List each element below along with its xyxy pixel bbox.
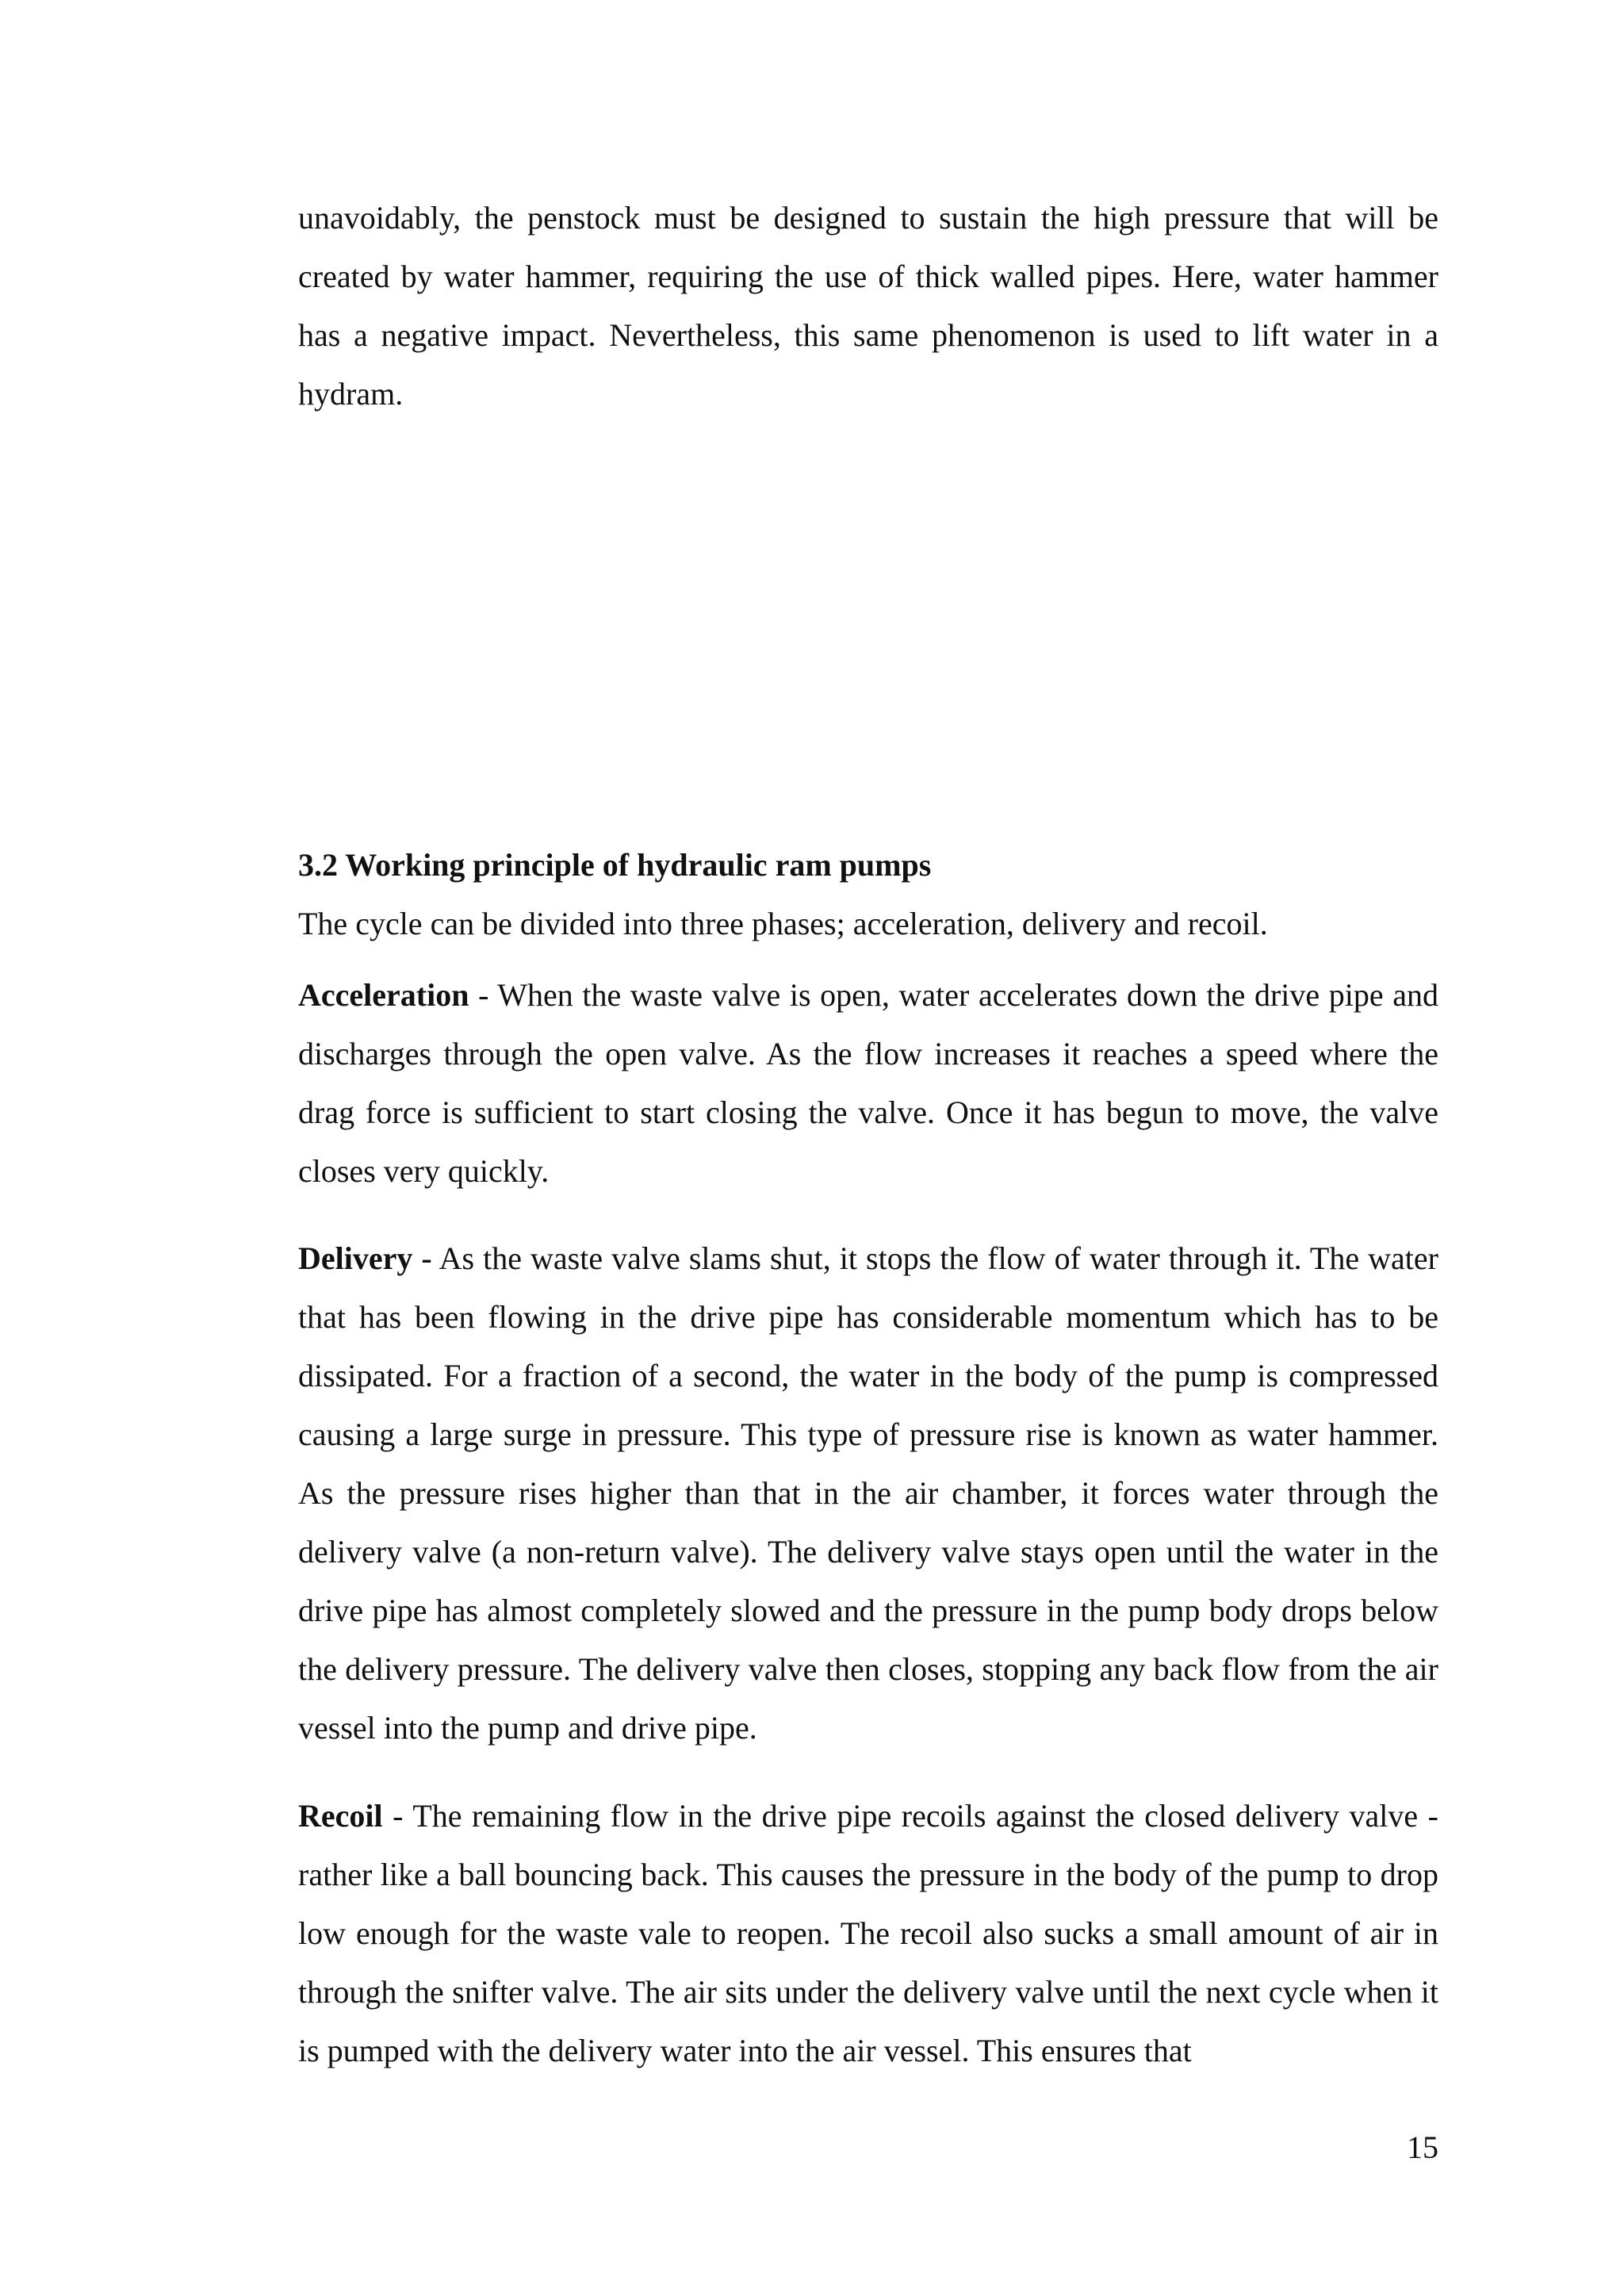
- recoil-term: Recoil: [298, 1798, 383, 1834]
- intro-paragraph: unavoidably, the penstock must be designed to sustain the high pressure that will be created by water hammer, requiring the use of thick walled pipes. Here, water hammer has a negative impact. Nevertheless, this same phenomenon is used to lift water in a hydram.: [298, 200, 1438, 412]
- recoil-text: The remaining flow in the drive pipe recoils against the closed delivery valve - rather like a ball bouncing back. This causes the pressure in the body of the pump to drop low enough for the waste vale to reopen. The recoil also sucks a small amount of air in through the snifter valve. The air sits under the delivery valve until the next cycle when it is pumped with the delivery water into the air vessel. This ensures that: [298, 1798, 1438, 2068]
- acceleration-paragraph: [298, 966, 1438, 1201]
- section-heading: 3.2 Working principle of hydraulic ram pumps: [298, 847, 932, 883]
- acceleration-separator: -: [469, 977, 498, 1013]
- delivery-term: Delivery -: [298, 1240, 432, 1276]
- acceleration-term: Acceleration: [298, 977, 469, 1013]
- page-number: 15: [1407, 2129, 1438, 2165]
- delivery-separator: [432, 1240, 439, 1276]
- recoil-separator: -: [382, 1798, 413, 1834]
- acceleration-text: When the waste valve is open, water accelerates down the drive pipe and discharges through the open valve. As the flow increases it reaches a speed where the drag force is sufficient to start closing the valve. Once it has begun to move, the valve closes very quickly.: [298, 977, 1438, 1189]
- recoil-paragraph: [298, 1787, 1438, 2080]
- delivery-paragraph: [298, 1229, 1438, 1757]
- section-intro-paragraph: The cycle can be divided into three phases; acceleration, delivery and recoil.: [298, 906, 1268, 941]
- delivery-text: As the waste valve slams shut, it stops the flow of water through it. The water that has been flowing in the drive pipe has considerable momentum which has to be dissipated. For a fraction of a second, the water in the body of the pump is compressed causing a large surge in pressure. This type of pressure rise is known as water hammer. As the pressure rises higher than that in the air chamber, it forces water through the delivery valve (a non-return valve). The delivery valve stays open until the water in the drive pipe has almost completely slowed and the pressure in the pump body drops below the delivery pressure. The delivery valve then closes, stopping any back flow from the air vessel into the pump and drive pipe.: [298, 1240, 1438, 1746]
